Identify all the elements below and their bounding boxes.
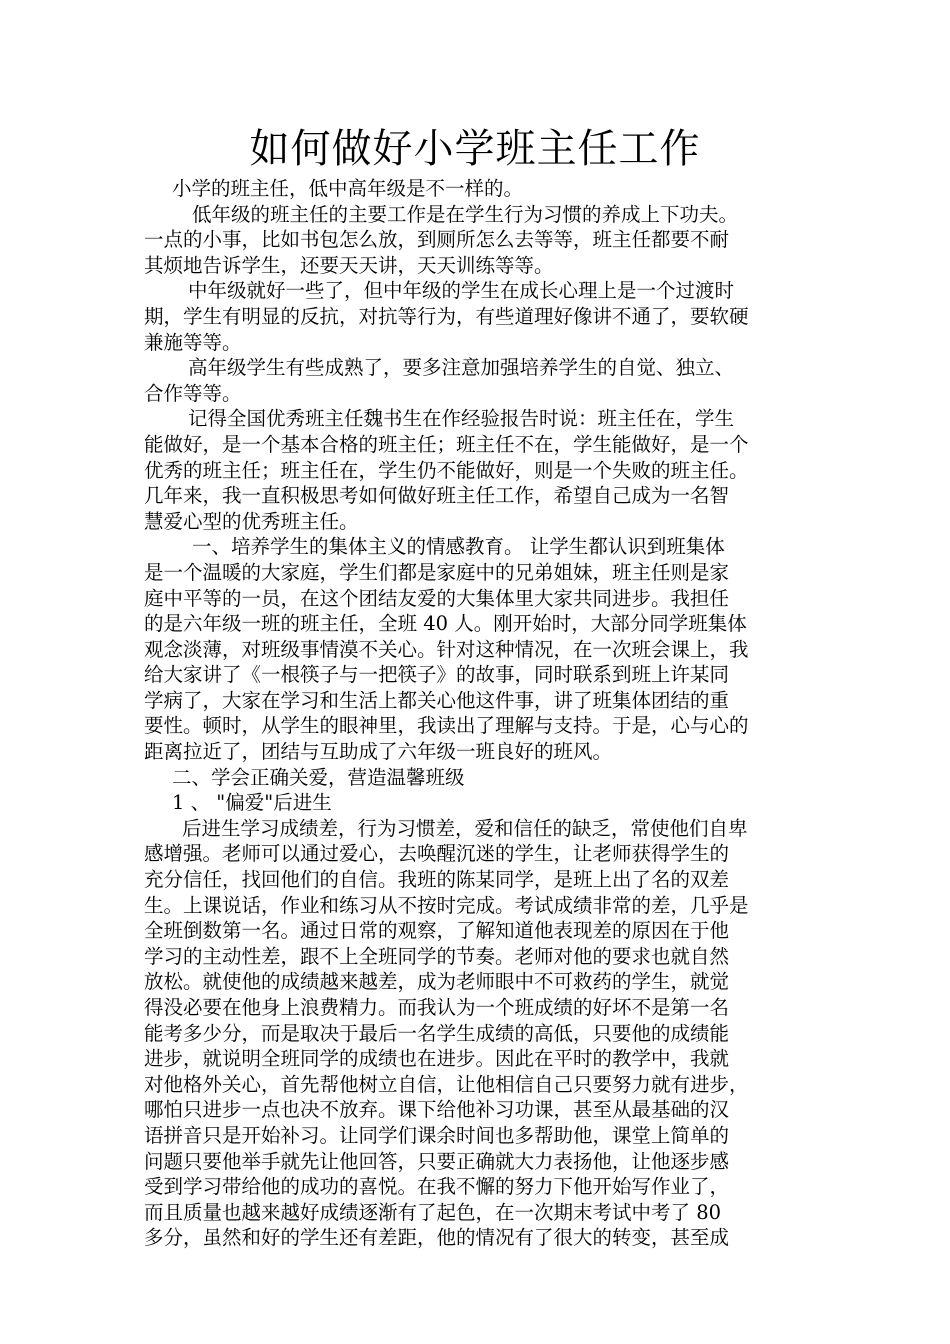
body-line: 1 、 "偏爱"后进生 [172,791,332,815]
body-line: 后进生学习成绩差，行为习惯差，爱和信任的缺乏，常使他们自卑 [182,816,748,840]
body-line: 生。上课说话，作业和练习从不按时完成。考试成绩非常的差，几乎是 [144,893,749,917]
body-line: 全班倒数第一名。通过日常的观察，了解知道他表现差的原因在于他 [144,919,730,943]
body-line: 几年来，我一直积极思考如何做好班主任工作，希望自己成为一名智 [144,484,730,508]
body-line: 学习的主动性差，跟不上全班同学的节奏。老师对他的要求也就自然 [144,944,730,968]
body-line: 庭中平等的一员，在这个团结友爱的大集体里大家共同进步。我担任 [144,586,730,610]
body-line: 高年级学生有些成熟了，要多注意加强培养学生的自觉、独立、 [188,356,735,380]
body-line: 学病了，大家在学习和生活上都关心他这件事，讲了班集体团结的重 [144,688,730,712]
body-line: 放松。就使他的成绩越来越差，成为老师眼中不可救药的学生，就觉 [144,970,730,994]
body-line: 记得全国优秀班主任魏书生在作经验报告时说：班主任在，学生 [188,407,735,431]
body-line: 兼施等等。 [144,330,242,354]
body-line: 进步，就说明全班同学的成绩也在进步。因此在平时的教学中，我就 [144,1047,730,1071]
body-line: 充分信任，找回他们的自信。我班的陈某同学，是班上出了名的双差 [144,868,730,892]
body-line: 优秀的班主任；班主任在，学生仍不能做好，则是一个失败的班主任。 [144,458,749,482]
body-line: 而且质量也越来越好成绩逐渐有了起色，在一次期末考试中考了 80 [144,1200,722,1224]
body-line: 一、培养学生的集体主义的情感教育。 让学生都认识到班集体 [192,535,725,559]
body-line: 慧爱心型的优秀班主任。 [144,509,359,533]
body-line: 感增强。老师可以通过爱心，去唤醒沉迷的学生，让老师获得学生的 [144,842,730,866]
body-line: 给大家讲了《一根筷子与一把筷子》的故事，同时联系到班上许某同 [144,663,730,687]
body-line: 问题只要他举手就先让他回答，只要正确就大力表扬他，让他逐步感 [144,1149,730,1173]
body-line: 小学的班主任，低中高年级是不一样的。 [172,177,524,200]
body-line: 是一个温暖的大家庭，学生们都是家庭中的兄弟姐妹，班主任则是家 [144,560,730,584]
body-line: 距离拉近了，团结与互助成了六年级一班良好的班风。 [144,740,613,764]
document-body [144,176,812,1251]
body-line: 观念淡薄，对班级事情漠不关心。针对这种情况，在一次班会课上，我 [144,637,749,661]
body-line: 哪怕只进步一点也决不放弃。课下给他补习功课，甚至从最基础的汉 [144,1098,730,1122]
body-line: 能考多少分，而是取决于最后一名学生成绩的高低，只要他的成绩能 [144,1021,730,1045]
body-line: 其烦地告诉学生，还要天天讲，天天训练等等。 [144,253,554,277]
body-line: 得没必要在他身上浪费精力。而我认为一个班成绩的好坏不是第一名 [144,996,730,1019]
body-line: 多分，虽然和好的学生还有差距，他的情况有了很大的转变，甚至成 [144,1226,730,1250]
body-line: 合作等等。 [144,381,242,405]
document-title: 如何做好小学班主任工作 [249,126,701,172]
body-line: 要性。顿时，从学生的眼神里，我读出了理解与支持。于是，心与心的 [144,714,749,738]
body-line: 一点的小事，比如书包怎么放，到厕所怎么去等等，班主任都要不耐 [144,228,730,252]
body-line: 的是六年级一班的班主任，全班 40 人。刚开始时，大部分同学班集体 [144,612,747,636]
body-line: 受到学习带给他的成功的喜悦。在我不懈的努力下他开始写作业了， [144,1175,730,1199]
body-line: 对他格外关心，首先帮他树立自信，让他相信自己只要努力就有进步， [144,1072,749,1096]
body-line: 低年级的班主任的主要工作是在学生行为习惯的养成上下功夫。 [192,202,739,226]
body-line: 中年级就好一些了，但中年级的学生在成长心理上是一个过渡时 [188,279,735,303]
body-line: 能做好，是一个基本合格的班主任；班主任不在，学生能做好，是一个 [144,432,749,456]
body-line: 期，学生有明显的反抗，对抗等行为，有些道理好像讲不通了，要软硬 [144,304,749,328]
body-line: 语拼音只是开始补习。让同学们课余时间也多帮助他，课堂上简单的 [144,1123,730,1147]
body-line: 二、学会正确关爱，营造温馨班级 [172,765,465,789]
